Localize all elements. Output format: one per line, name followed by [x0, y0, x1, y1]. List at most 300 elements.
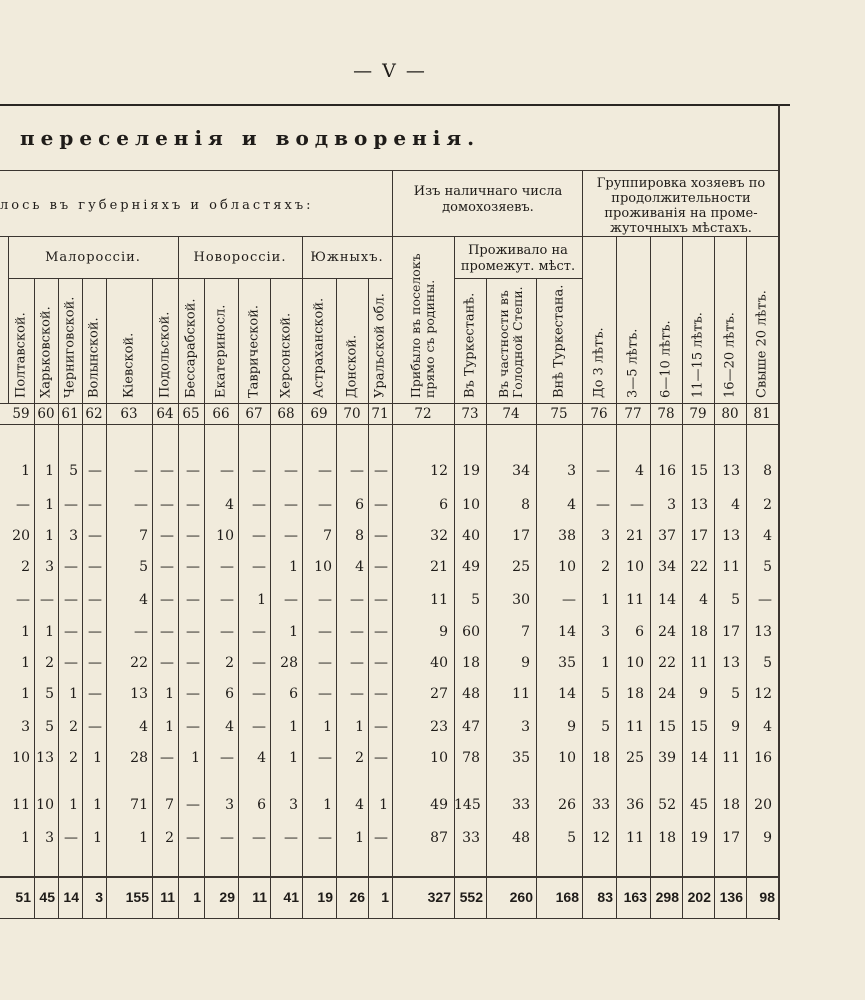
top-rule [0, 104, 790, 106]
table-cell: 1 [69, 797, 78, 813]
table-cell: — [374, 592, 388, 608]
table-cell: 48 [462, 686, 480, 702]
table-cell: 5 [471, 592, 480, 608]
table-cell: — [374, 528, 388, 544]
table-cell: 11 [722, 559, 740, 575]
table-cell: — [284, 592, 298, 608]
table-cell: — [186, 528, 200, 544]
table-cell: 24 [658, 686, 676, 702]
table-cell: 25 [512, 559, 530, 575]
group-malorossii-label: Малороссіи. [45, 250, 141, 265]
table-cell: 1 [379, 797, 388, 813]
column-number: 69 [310, 406, 328, 422]
group-provinces-label: лось въ губерніяхъ и областяхъ: [0, 198, 314, 213]
table-cell: 6 [225, 686, 234, 702]
table-cell: 7 [323, 528, 332, 544]
table-cell: 5 [601, 686, 610, 702]
table-cell: 11 [722, 750, 740, 766]
table-cell: 13 [722, 528, 740, 544]
table-cell: 1 [21, 624, 30, 640]
table-cell: — [160, 655, 174, 671]
table-cell: 13 [690, 497, 708, 513]
table-cell: 4 [355, 797, 364, 813]
table-cell: 4 [257, 750, 266, 766]
table-cell: — [220, 559, 234, 575]
column-number: 79 [689, 406, 707, 422]
table-cell: 18 [626, 686, 644, 702]
table-cell: 9 [731, 719, 740, 735]
column-number: 63 [120, 406, 138, 422]
table-cell: 27 [430, 686, 448, 702]
table-cell: — [64, 592, 78, 608]
table-cell: — [350, 686, 364, 702]
table-cell: — [160, 624, 174, 640]
table-cell: — [88, 719, 102, 735]
table-cell: — [374, 719, 388, 735]
column-number: 61 [61, 406, 79, 422]
table-cell: 14 [658, 592, 676, 608]
table-cell: 4 [699, 592, 708, 608]
total-cell: 29 [219, 889, 235, 905]
table-cell: 10 [314, 559, 332, 575]
table-cell: 4 [225, 497, 234, 513]
total-cell: 41 [283, 889, 299, 905]
table-cell: 2 [165, 830, 174, 846]
table-cell: — [186, 719, 200, 735]
total-cell: 202 [687, 889, 711, 905]
table-cell: 8 [355, 528, 364, 544]
colnum-line-bottom [0, 424, 778, 425]
table-cell: — [374, 655, 388, 671]
table-cell: — [64, 559, 78, 575]
table-cell: 13 [36, 750, 54, 766]
table-cell: — [252, 830, 266, 846]
table-cell: 9 [567, 719, 576, 735]
table-cell: 35 [558, 655, 576, 671]
table-cell: 8 [521, 497, 530, 513]
table-cell: 2 [225, 655, 234, 671]
table-cell: — [252, 686, 266, 702]
column-label: Харьковской. [38, 306, 54, 398]
lived-line [454, 278, 582, 279]
table-cell: — [220, 830, 234, 846]
table-cell: — [186, 797, 200, 813]
table-cell: — [318, 686, 332, 702]
column-label: Подольской. [157, 311, 173, 398]
table-cell: — [64, 655, 78, 671]
table-cell: 11 [430, 592, 448, 608]
table-cell: — [318, 655, 332, 671]
table-cell: 12 [754, 686, 772, 702]
table-cell: — [252, 528, 266, 544]
total-cell: 14 [63, 889, 79, 905]
group-from-present-label: Изъ наличнаго числа домохозяевъ. [413, 184, 563, 215]
table-cell: 1 [355, 719, 364, 735]
table-cell: 1 [165, 719, 174, 735]
column-number: 66 [212, 406, 230, 422]
total-cell: 155 [125, 889, 149, 905]
column-label: 6—10 лѣтъ. [658, 320, 674, 398]
table-cell: 3 [45, 559, 54, 575]
table-cell: 1 [289, 750, 298, 766]
column-number: 80 [721, 406, 739, 422]
table-cell: 23 [430, 719, 448, 735]
group-novorossii-label: Новороссіи. [193, 250, 287, 265]
table-cell: 8 [763, 463, 772, 479]
column-label: До 3 лѣтъ. [591, 327, 607, 398]
column-number: 75 [550, 406, 568, 422]
table-cell: — [318, 750, 332, 766]
totals-line-top [0, 876, 778, 878]
column-number: 74 [502, 406, 520, 422]
table-cell: 2 [45, 655, 54, 671]
column-divider [616, 236, 617, 918]
column-label: Черниговской. [62, 296, 78, 398]
table-cell: 14 [690, 750, 708, 766]
table-cell: — [88, 463, 102, 479]
table-cell: 38 [558, 528, 576, 544]
table-cell: 32 [430, 528, 448, 544]
table-cell: 13 [722, 463, 740, 479]
table-cell: — [88, 655, 102, 671]
table-cell: — [374, 750, 388, 766]
table-cell: — [374, 559, 388, 575]
table-cell: 14 [558, 686, 576, 702]
table-cell: 33 [512, 797, 530, 813]
right-border [778, 104, 780, 920]
column-label: 3—5 лѣтъ. [625, 328, 641, 398]
table-cell: 3 [521, 719, 530, 735]
table-cell: 11 [626, 592, 644, 608]
table-cell: 1 [289, 559, 298, 575]
table-cell: 2 [21, 559, 30, 575]
table-cell: 2 [69, 750, 78, 766]
table-cell: 26 [558, 797, 576, 813]
table-cell: 12 [592, 830, 610, 846]
table-cell: 1 [355, 830, 364, 846]
column-label: Полтавской. [13, 312, 29, 398]
table-cell: 34 [658, 559, 676, 575]
group-line [0, 236, 778, 237]
table-cell: — [350, 624, 364, 640]
page-heading: переселенія и водворенія. [20, 126, 481, 150]
totals-line-bottom [0, 918, 778, 919]
table-cell: — [160, 750, 174, 766]
table-cell: 17 [722, 624, 740, 640]
column-label: Бессарабской. [183, 298, 199, 398]
table-cell: 3 [601, 624, 610, 640]
table-cell: 1 [257, 592, 266, 608]
column-number: 77 [624, 406, 642, 422]
table-cell: — [88, 559, 102, 575]
table-cell: — [318, 463, 332, 479]
table-cell: — [284, 830, 298, 846]
column-label: Прибыло въ поселокъ прямо съ родины. [408, 253, 437, 398]
table-cell: 13 [754, 624, 772, 640]
table-cell: 1 [93, 750, 102, 766]
table-cell: — [252, 624, 266, 640]
table-cell: 3 [45, 830, 54, 846]
total-cell: 168 [555, 889, 579, 905]
table-cell: 11 [12, 797, 30, 813]
table-cell: — [758, 592, 772, 608]
table-cell: 12 [430, 463, 448, 479]
table-cell: — [630, 497, 644, 513]
table-cell: 49 [430, 797, 448, 813]
column-divider [714, 236, 715, 918]
total-cell: 298 [655, 889, 679, 905]
table-cell: 7 [139, 528, 148, 544]
table-cell: 4 [355, 559, 364, 575]
table-cell: 49 [462, 559, 480, 575]
group-yuzhnykh-label: Южныхъ. [310, 250, 384, 265]
column-divider [746, 236, 747, 918]
table-cell: 60 [462, 624, 480, 640]
table-cell: 3 [601, 528, 610, 544]
table-cell: 5 [567, 830, 576, 846]
header-top-line [0, 170, 778, 171]
table-cell: — [64, 624, 78, 640]
table-cell: — [134, 624, 148, 640]
column-label: Уральской обл. [372, 293, 388, 398]
table-cell: — [374, 463, 388, 479]
table-cell: 16 [754, 750, 772, 766]
table-cell: 24 [658, 624, 676, 640]
table-cell: 10 [462, 497, 480, 513]
total-cell: 1 [193, 889, 201, 905]
table-cell: — [160, 497, 174, 513]
table-cell: 36 [626, 797, 644, 813]
table-cell: — [318, 592, 332, 608]
total-cell: 98 [759, 889, 775, 905]
total-cell: 11 [252, 889, 267, 905]
column-number: 78 [657, 406, 675, 422]
table-cell: 1 [69, 686, 78, 702]
total-cell: 19 [317, 889, 333, 905]
table-cell: 52 [658, 797, 676, 813]
table-cell: 5 [45, 719, 54, 735]
table-cell: — [252, 719, 266, 735]
table-cell: 10 [558, 750, 576, 766]
column-number: 76 [590, 406, 608, 422]
table-cell: — [186, 559, 200, 575]
table-cell: 9 [763, 830, 772, 846]
table-cell: 5 [601, 719, 610, 735]
table-cell: 7 [521, 624, 530, 640]
table-cell: 13 [722, 655, 740, 671]
total-cell: 83 [597, 889, 613, 905]
column-label: Таврической. [246, 304, 262, 398]
table-cell: 2 [69, 719, 78, 735]
total-cell: 260 [509, 889, 533, 905]
table-cell: 34 [512, 463, 530, 479]
column-divider [682, 236, 683, 918]
table-cell: — [374, 497, 388, 513]
table-cell: 22 [130, 655, 148, 671]
table-cell: 5 [69, 463, 78, 479]
table-cell: 1 [93, 830, 102, 846]
table-cell: 4 [139, 592, 148, 608]
column-divider [650, 236, 651, 918]
table-cell: 1 [45, 463, 54, 479]
table-cell: 2 [763, 497, 772, 513]
table-cell: 1 [93, 797, 102, 813]
table-cell: 6 [289, 686, 298, 702]
table-cell: 17 [690, 528, 708, 544]
table-cell: 22 [658, 655, 676, 671]
table-cell: — [318, 497, 332, 513]
table-cell: — [252, 655, 266, 671]
table-cell: — [374, 830, 388, 846]
group-lived-label: Проживало на промежут. мѣст. [460, 243, 576, 274]
table-cell: 47 [462, 719, 480, 735]
table-cell: — [88, 497, 102, 513]
table-cell: 21 [430, 559, 448, 575]
table-cell: 5 [763, 655, 772, 671]
table-cell: 1 [323, 719, 332, 735]
table-cell: 10 [558, 559, 576, 575]
table-cell: 15 [658, 719, 676, 735]
total-cell: 3 [95, 889, 103, 905]
table-cell: — [64, 497, 78, 513]
table-cell: — [186, 686, 200, 702]
total-cell: 552 [459, 889, 483, 905]
table-cell: — [350, 592, 364, 608]
table-cell: — [186, 463, 200, 479]
table-cell: — [596, 463, 610, 479]
table-cell: 19 [690, 830, 708, 846]
table-cell: 39 [658, 750, 676, 766]
table-cell: 1 [21, 686, 30, 702]
table-cell: 5 [139, 559, 148, 575]
table-cell: 4 [763, 528, 772, 544]
column-number: 81 [753, 406, 771, 422]
table-cell: 45 [690, 797, 708, 813]
table-cell: — [16, 497, 30, 513]
table-cell: 28 [280, 655, 298, 671]
column-number: 67 [245, 406, 263, 422]
table-cell: 17 [512, 528, 530, 544]
table-cell: 10 [12, 750, 30, 766]
table-cell: 10 [216, 528, 234, 544]
column-divider [392, 236, 393, 918]
table-cell: 18 [462, 655, 480, 671]
table-cell: 35 [512, 750, 530, 766]
group-grouping-label: Группировка хозяевъ по продолжительности проживанія на проме-жуточныхъ мѣстахъ. [596, 176, 766, 236]
table-cell: 15 [690, 719, 708, 735]
table-cell: 7 [165, 797, 174, 813]
table-cell: — [252, 497, 266, 513]
table-cell: — [88, 624, 102, 640]
column-label: Въ Туркестанѣ. [462, 292, 478, 398]
column-label: Херсонской. [278, 312, 294, 398]
table-cell: — [252, 559, 266, 575]
table-cell: — [252, 463, 266, 479]
table-cell: — [350, 463, 364, 479]
table-cell: 3 [21, 719, 30, 735]
table-cell: 1 [139, 830, 148, 846]
table-cell: 87 [430, 830, 448, 846]
table-cell: 30 [512, 592, 530, 608]
table-cell: — [220, 463, 234, 479]
table-cell: 10 [430, 750, 448, 766]
column-number: 68 [277, 406, 295, 422]
column-label: Екатериносл. [213, 304, 229, 398]
table-cell: 10 [36, 797, 54, 813]
table-cell: 1 [45, 497, 54, 513]
table-cell: 9 [521, 655, 530, 671]
table-cell: 11 [690, 655, 708, 671]
column-label: Волынской. [86, 317, 102, 398]
column-number: 70 [343, 406, 361, 422]
column-number: 72 [414, 406, 432, 422]
table-cell: — [186, 497, 200, 513]
column-label: Кіевской. [121, 332, 137, 398]
table-cell: 40 [430, 655, 448, 671]
table-cell: — [134, 463, 148, 479]
table-cell: — [374, 624, 388, 640]
total-cell: 51 [15, 889, 31, 905]
table-cell: 15 [690, 463, 708, 479]
column-number: 62 [85, 406, 103, 422]
table-cell: 22 [690, 559, 708, 575]
column-number: 59 [12, 406, 30, 422]
table-cell: — [350, 655, 364, 671]
table-cell: — [88, 686, 102, 702]
table-cell: — [186, 624, 200, 640]
table-cell: 25 [626, 750, 644, 766]
table-cell: — [160, 463, 174, 479]
table-cell: — [220, 624, 234, 640]
table-cell: 3 [225, 797, 234, 813]
table-cell: — [88, 528, 102, 544]
table-cell: 11 [626, 719, 644, 735]
table-cell: 6 [439, 497, 448, 513]
table-cell: 1 [21, 655, 30, 671]
table-cell: — [374, 686, 388, 702]
table-cell: — [596, 497, 610, 513]
total-cell: 11 [160, 889, 175, 905]
table-cell: 4 [763, 719, 772, 735]
table-cell: 3 [69, 528, 78, 544]
table-cell: 1 [21, 830, 30, 846]
table-cell: 3 [667, 497, 676, 513]
column-label: 11—15 лѣтъ. [690, 312, 706, 398]
table-cell: 19 [462, 463, 480, 479]
table-cell: 18 [658, 830, 676, 846]
table-cell: 145 [454, 797, 481, 813]
table-cell: — [88, 592, 102, 608]
table-cell: — [220, 592, 234, 608]
table-cell: 4 [225, 719, 234, 735]
table-cell: 20 [12, 528, 30, 544]
column-number: 65 [182, 406, 200, 422]
table-cell: 16 [658, 463, 676, 479]
table-cell: 78 [462, 750, 480, 766]
table-cell: 5 [731, 686, 740, 702]
table-cell: 11 [512, 686, 530, 702]
table-cell: — [284, 463, 298, 479]
table-cell: 21 [626, 528, 644, 544]
table-cell: — [318, 830, 332, 846]
table-cell: — [160, 528, 174, 544]
table-cell: 1 [601, 592, 610, 608]
table-cell: 2 [601, 559, 610, 575]
table-cell: 6 [355, 497, 364, 513]
table-cell: 18 [592, 750, 610, 766]
table-cell: 40 [462, 528, 480, 544]
subgroup-line [8, 278, 392, 279]
